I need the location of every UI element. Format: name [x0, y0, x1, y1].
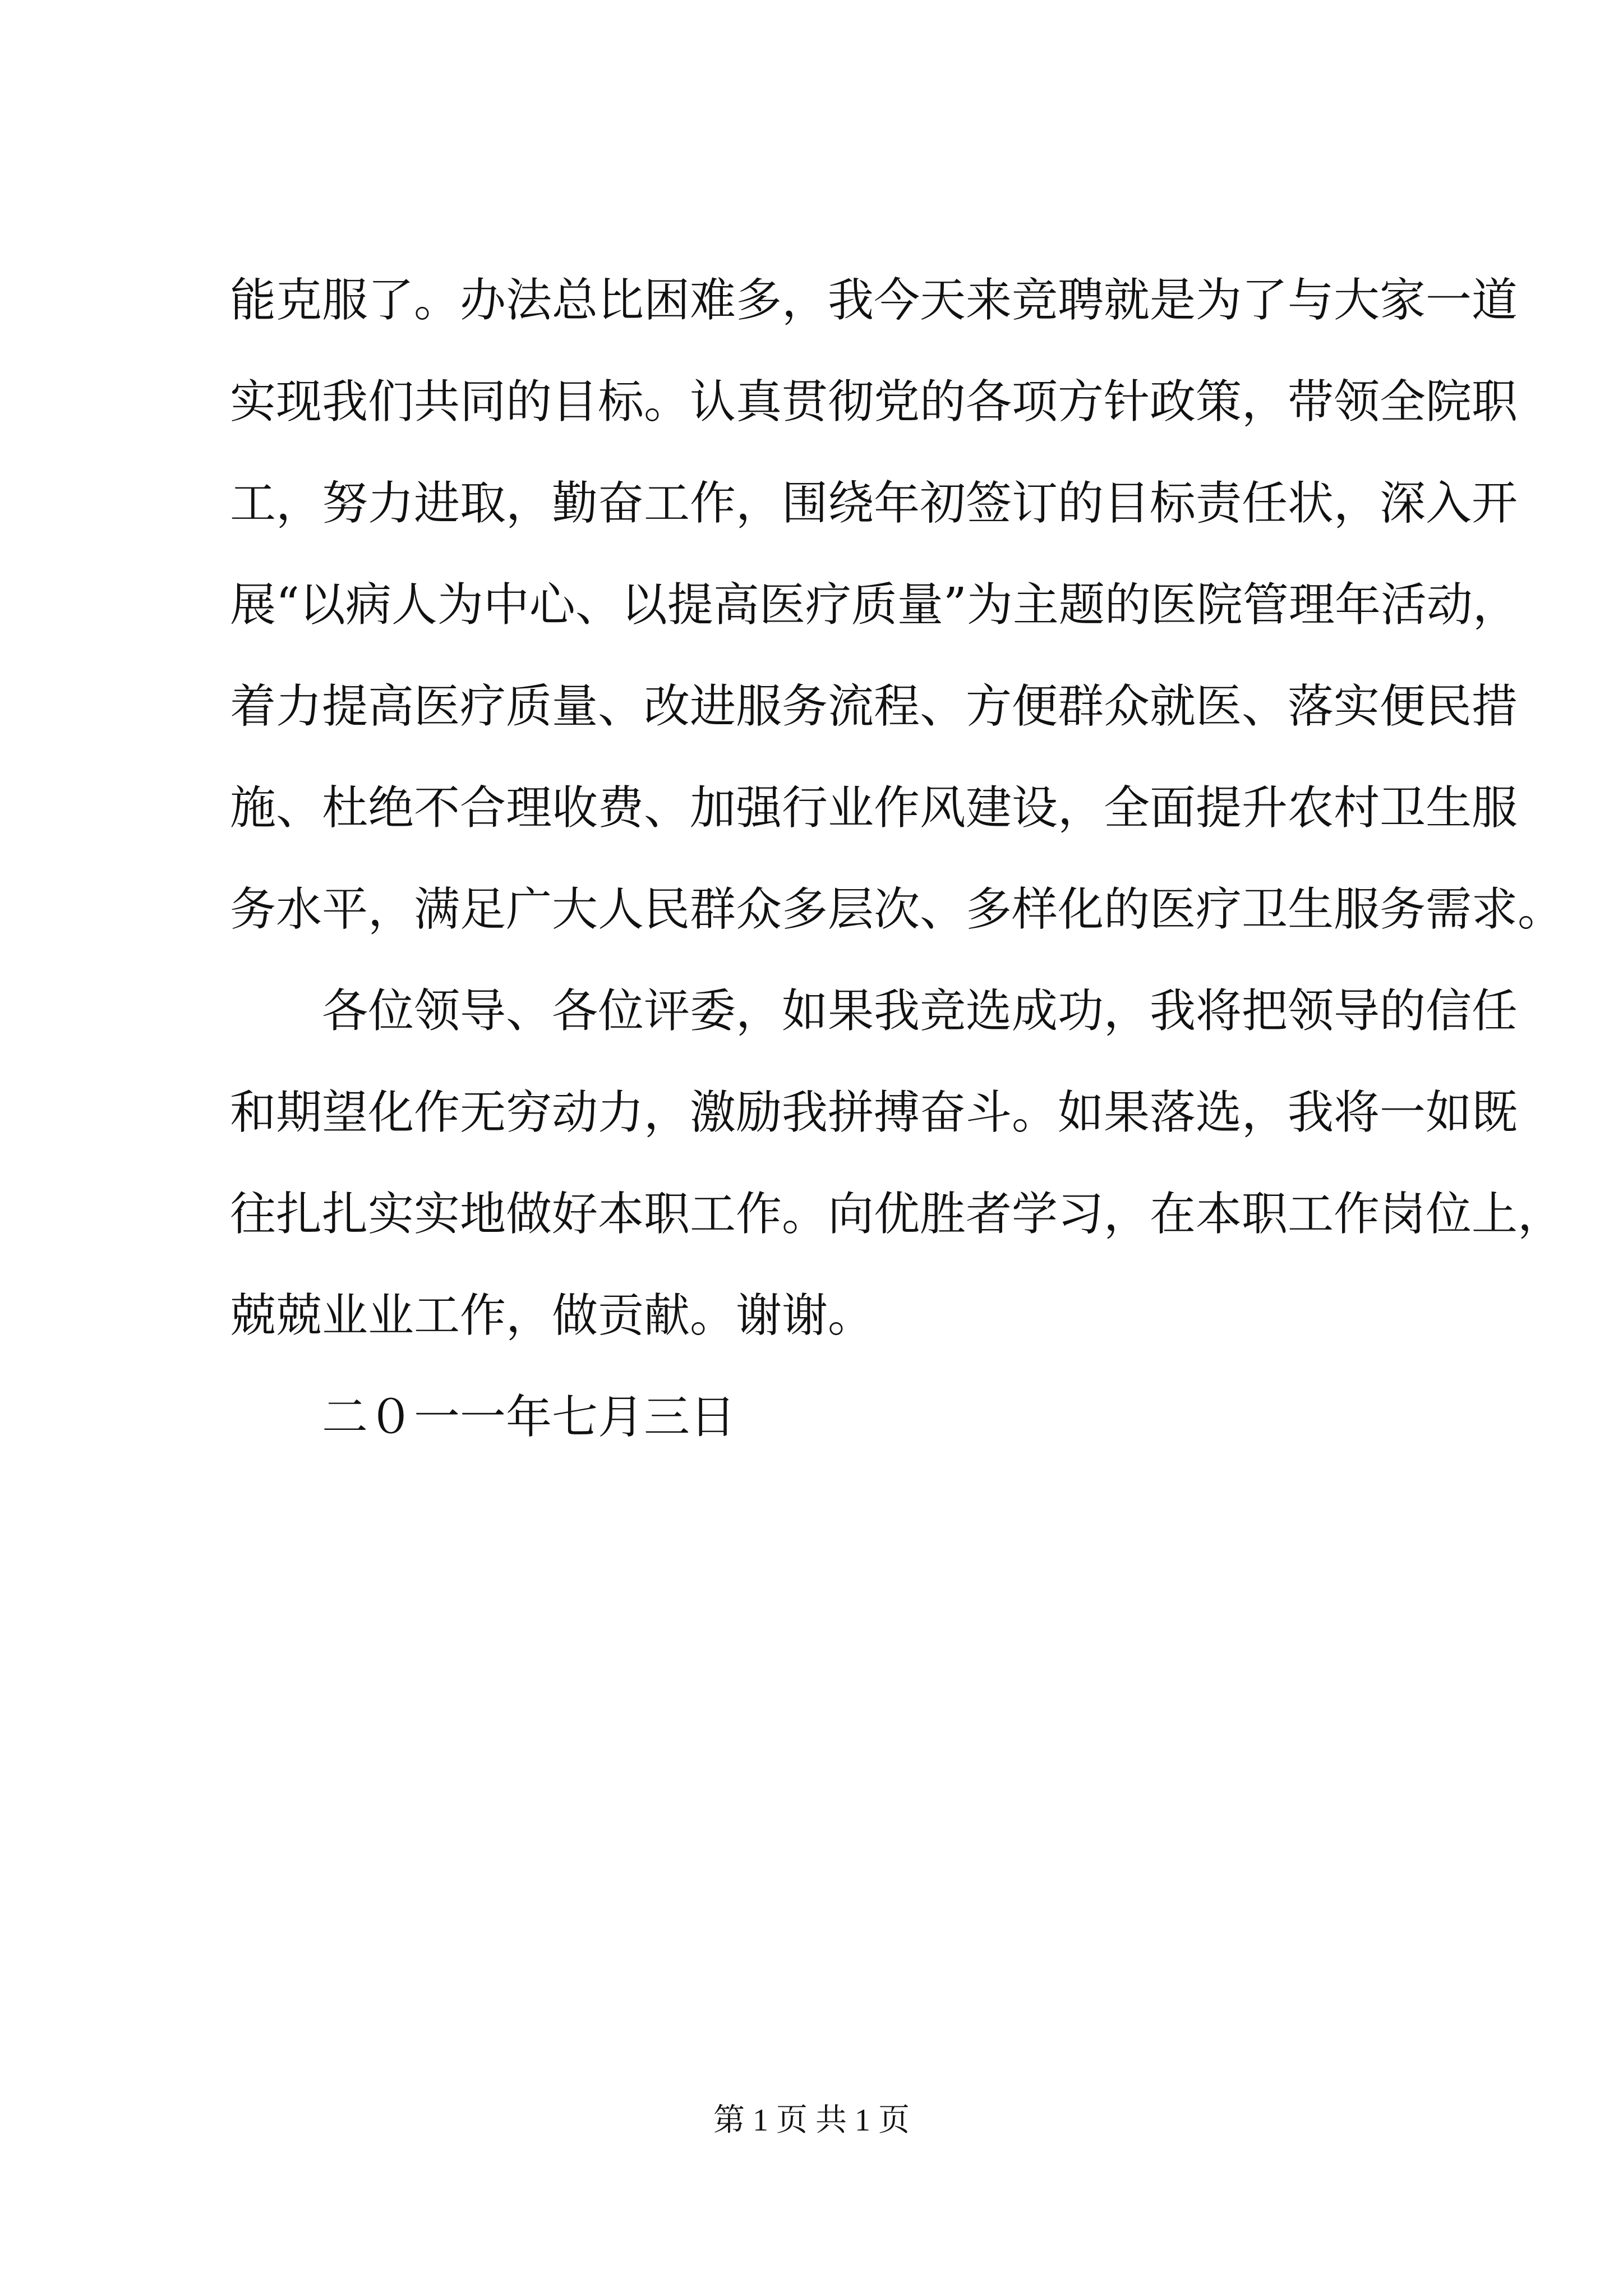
text-line: 各位领导、各位评委，如果我竞选成功，我将把领导的信任 — [322, 984, 1518, 1038]
text-line: 实现我们共同的目标。认真贯彻党的各项方针政策，带领全院职 — [230, 375, 1518, 429]
page-footer: 第 1 页 共 1 页 — [713, 2103, 910, 2138]
text-line: 兢兢业业工作，做贡献。谢谢。 — [230, 1289, 874, 1342]
text-line: 和期望化作无穷动力，激励我拼搏奋斗。如果落选，我将一如既 — [230, 1086, 1518, 1139]
text-line: 展“以病人为中心、以提高医疗质量”为主题的医院管理年活动， — [230, 578, 1519, 632]
text-line: 务水平，满足广大人民群众多层次、多样化的医疗卫生服务需求。 — [230, 883, 1564, 936]
text-line: 能克服了。办法总比困难多，我今天来竞聘就是为了与大家一道 — [230, 274, 1518, 327]
text-line: 着力提高医疗质量、改进服务流程、方便群众就医、落实便民措 — [230, 680, 1518, 733]
text-line: 往扎扎实实地做好本职工作。向优胜者学习，在本职工作岗位上， — [230, 1188, 1564, 1241]
date-text: 二０一一年七月三日 — [322, 1391, 736, 1444]
text-line: 施、杜绝不合理收费、加强行业作风建设，全面提升农村卫生服 — [230, 781, 1518, 835]
date-line — [230, 1366, 1402, 1468]
document-body — [230, 250, 1564, 1468]
text-line: 工，努力进取，勤奋工作，围绕年初签订的目标责任状，深入开 — [230, 477, 1518, 530]
paragraph-1 — [230, 250, 1564, 960]
paragraph-2 — [230, 960, 1564, 1366]
